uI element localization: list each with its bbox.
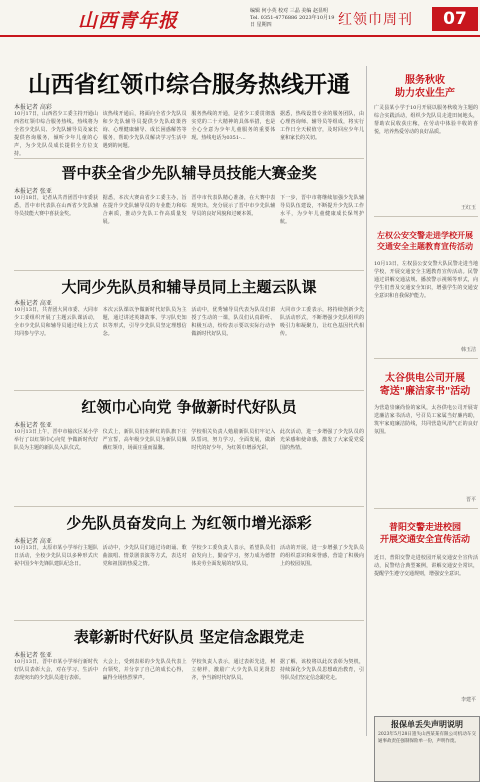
article-headline: 少先队员奋发向上 为红领巾增光添彩 — [66, 514, 312, 532]
article-byline: 本报记者 张亚 — [14, 652, 52, 659]
article-paragraph: 10月13日上午，晋中市榆次区某小学举行了以红领巾心向党 争做新时代好队员为主题的新队员入队仪式。 — [14, 429, 98, 451]
rail-headline: 左权公安交警走进学校开展 交通安全主题教育宣传活动 — [377, 231, 473, 251]
divider — [374, 508, 478, 509]
divider — [14, 390, 364, 391]
article-headline: 晋中获全省少先队辅导员技能大赛金奖 — [61, 164, 317, 182]
newspaper-logo: 山西青年报 — [78, 10, 179, 32]
divider — [14, 506, 364, 507]
notice-box — [374, 716, 480, 782]
article-headline: 大同少先队员和辅导员同上主题云队课 — [61, 278, 317, 296]
article-body — [14, 658, 364, 738]
article-paragraph: 仪式上，新队员们在鲜红的队旗下庄严宣誓，高年级少先队员为新队员佩戴红领巾，场面庄重而温馨。 — [102, 429, 187, 451]
article-paragraph: 晋中市代表队精心准备，在大赛中表现突出，充分展示了晋中市少先队辅导员的良好风貌和过硬本领。 — [191, 195, 276, 217]
article-headline: 山西省红领巾综合服务热线开通 — [28, 72, 350, 98]
article-headline: 表彰新时代好队员 坚定信念跟党走 — [73, 628, 305, 646]
article-body — [14, 428, 364, 504]
rail-body: 为营造崇廉尚俭的家风，太谷供电公司开展寄送廉洁家书活动，号召员工家属当好廉内助，筑牢家庭廉洁防线，共同营造风清气正的良好氛围。 — [374, 405, 478, 435]
article-body — [14, 110, 364, 156]
article-byline: 本报记者 高亚 — [14, 300, 52, 307]
article-paragraph: 10月17日，山西省少工委主持开通山西省红领巾综合服务热线。热线将为全省少先队员、少先队辅导员及家长提供咨询服务，倾听少年儿童的心声，为少先队员成长提供全方位支持。 — [14, 111, 98, 156]
article-paragraph: 活动中，优秀辅导员代表为队员们讲授了生动的一课，队员们认真聆听、积极互动，纷纷表示要以实际行动争做新时代好队员。 — [191, 307, 276, 337]
notice-title: 报保单丢失声明说明 — [391, 720, 463, 729]
rail-body: 广灵县某小学于10月开展以服务秋收为主题的综合实践活动，组织少先队员走进田间地头，帮助农民收获庄稼，在劳动中体验丰收的喜悦，培养热爱劳动的良好品质。 — [374, 105, 478, 135]
article-paragraph: 大会上，受到表彰的少先队员代表上台领奖，并分享了自己的成长心得，赢得全场热烈掌声。 — [102, 659, 187, 681]
article-paragraph: 服务热线的开通，是省少工委贯彻落实党的二十大精神的具体举措，也是全心全意为少年儿童服务的重要体现。热线电话为0351-… — [191, 111, 276, 141]
column-separator — [366, 66, 367, 736]
article-paragraph: 据悉，热线设置专业的服务团队，由心理咨询师、辅导员等组成，将实行工作日全天候值守，及时回应少年儿童和家长的关切。 — [279, 111, 364, 141]
rail-headline: 普阳交警走进校园 开展交通安全宣传活动 — [379, 523, 470, 545]
divider — [374, 358, 478, 359]
issue-meta: 编辑 何小英 校对 三晶 美编 赵显明 Tel. 0351-4776886 2023年10月19日 星期四 — [250, 8, 335, 28]
article-byline: 本报记者 张亚 — [14, 422, 52, 429]
article-byline: 本报记者 高彩 — [14, 104, 52, 111]
article-paragraph: 活动中，少先队员们通过诗朗诵、歌曲演唱、情景剧表演等方式，表达对党和祖国的热爱之情。 — [102, 545, 187, 567]
article-paragraph: 据悉，本次大赛由省少工委主办，旨在提升少先队辅导员的专业能力和综合素质，推动少先队工作高质量发展。 — [102, 195, 187, 225]
article-paragraph: 本次云队课以争做新时代好队员为主题，通过讲述英雄故事、学习队史知识等形式，引导少先队员坚定理想信念。 — [102, 307, 187, 337]
rail-author: 李建平 — [460, 697, 476, 703]
top-rule — [0, 35, 480, 37]
rail-body: 近日，普阳交警走进校园开展交通安全宣传活动，民警结合典型案例，讲解交通安全常识，提醒学生遵守交通规则，增强安全意识。 — [374, 555, 478, 577]
article-paragraph: 10月13日，太原市某小学举行主题队日活动，全校少先队员以多种形式庆祝中国少年先锋队建队纪念日。 — [14, 545, 98, 567]
article-headline: 红领巾心向党 争做新时代好队员 — [81, 398, 297, 416]
rail-author: 晋平 — [465, 497, 476, 503]
article-paragraph: 大同市少工委表示，将持续创新少先队活动形式，不断增强少先队组织的吸引力和凝聚力，让红色基因代代相传。 — [279, 307, 364, 337]
page-number: 07 — [432, 7, 478, 31]
rail-body: 10月13日，左权县公安交警大队民警走进当地学校，开展交通安全主题教育宣传活动。民警通过讲解交通法规、播放警示视频等形式，向学生们普及交通安全知识，增强学生的交通安全意识和自我保护能力。 — [374, 261, 478, 299]
article-paragraph: 活动的开展，进一步增强了少先队员的组织意识和荣誉感，营造了积极向上的校园氛围。 — [279, 545, 364, 567]
article-paragraph: 下一步，晋中市将继续加强少先队辅导员队伍建设，不断提升少先队工作水平，为少年儿童健康成长保驾护航。 — [279, 195, 364, 225]
article-paragraph: 10月18日，记者从共青团晋中市委获悉，晋中市代表队在山西省少先队辅导员技能大赛中喜获金奖。 — [14, 195, 98, 217]
divider — [14, 270, 364, 271]
divider — [374, 216, 478, 217]
article-paragraph: 学校少工委负责人表示，希望队员们奋发向上，勤奋学习，努力成为德智体美劳全面发展的好队员。 — [191, 545, 276, 567]
article-paragraph: 此次活动，进一步增强了少先队员的光荣感和使命感，激发了大家爱党爱国的热情。 — [279, 429, 364, 451]
masthead — [0, 0, 480, 44]
rail-headline: 服务秋收 助力农业生产 — [395, 75, 455, 99]
article-paragraph: 10月13日，晋中市某小学举行新时代好队员表彰大会，对在学习、生活中表现突出的少先队员进行表彰。 — [14, 659, 98, 681]
divider — [14, 158, 364, 159]
notice-text: 2023年5月28日遗失山西某某有限公司机动车交通事故责任强制保险单一份，声明作废。 — [378, 732, 476, 744]
article-byline: 本报记者 张亚 — [14, 188, 52, 195]
rail-author: 王红玉 — [460, 205, 476, 211]
rail-author: 韩玉洁 — [460, 347, 476, 353]
article-byline: 本报记者 高亚 — [14, 538, 52, 545]
article-paragraph: 该热线开通后，将面向全省少先队员和少先队辅导员提供少先队政策咨询、心理健康辅导、成长困惑解答等服务，帮助少先队员解决学习生活中遇到的问题。 — [102, 111, 187, 149]
article-body — [14, 306, 364, 388]
rail-headline: 太谷供电公司开展 寄送"廉洁家书"活动 — [379, 373, 471, 397]
section-title: 红领巾周刊 — [338, 12, 413, 28]
side-rail — [370, 44, 480, 742]
divider — [14, 620, 364, 621]
article-paragraph: 学校相关负责人勉励新队员们牢记入队誓词，努力学习，全面发展，做新时代的好少年，为红领巾增添光彩。 — [191, 429, 276, 451]
article-paragraph: 学校负责人表示，通过表彰先进，树立榜样，激励广大少先队员见贤思齐，争当新时代好队员。 — [191, 659, 276, 681]
article-body — [14, 194, 364, 268]
article-body — [14, 544, 364, 618]
article-paragraph: 10月13日，共青团大同市委、大同市少工委组织开展了主题云队课活动，全市少先队员和辅导员通过线上方式共同参与学习。 — [14, 307, 98, 337]
article-paragraph: 据了解，该校将以此次表彰为契机，持续深化少先队员思想政治教育，引导队员们坚定信念跟党走。 — [279, 659, 364, 681]
main-column — [14, 44, 364, 742]
